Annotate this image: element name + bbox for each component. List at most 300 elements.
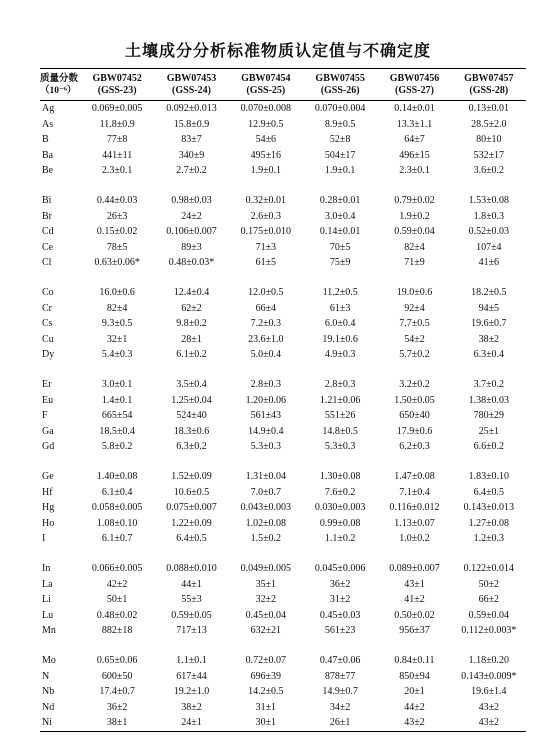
value-cell: 6.2±0.3: [399, 441, 430, 452]
value-cell: 38±2: [181, 701, 202, 713]
table-row: [40, 439, 526, 455]
element-label: Ga: [42, 425, 54, 437]
table-row: [40, 669, 526, 685]
value-cell: 524±40: [176, 410, 207, 421]
value-cell: 34±2: [329, 701, 351, 713]
value-cell: 19.0±0.6: [396, 287, 433, 298]
value-cell: 6.1±0.7: [101, 533, 133, 544]
value-cell: 89±3: [181, 241, 202, 253]
value-cell: 0.44±0.03: [96, 195, 138, 206]
element-label: Ba: [42, 149, 54, 161]
element-label: Ce: [42, 241, 54, 253]
table-row: [40, 561, 526, 577]
value-cell: 495±16: [250, 149, 282, 161]
value-cell: 2.7±0.2: [176, 165, 207, 176]
value-cell: 24±2: [181, 210, 202, 222]
value-cell: 0.175±0.010: [240, 226, 292, 237]
value-cell: 3.6±0.2: [473, 165, 505, 176]
value-cell: 532±17: [473, 149, 505, 161]
value-cell: 18.3±0.6: [173, 425, 210, 437]
value-cell: 1.02±0.08: [245, 517, 287, 529]
value-cell: 696±39: [250, 670, 282, 682]
value-cell: 1.4±0.1: [101, 394, 133, 406]
value-cell: 5.0±0.4: [250, 349, 282, 360]
table-row: [40, 117, 526, 133]
value-cell: 18.5±0.4: [99, 425, 135, 437]
value-cell: 0.79±0.02: [394, 195, 435, 206]
element-label: Lu: [42, 609, 54, 621]
value-cell: 7.7±0.5: [399, 318, 430, 329]
value-cell: 1.30±0.08: [319, 471, 361, 482]
table-body: [40, 101, 526, 732]
value-cell: 0.14±0.01: [394, 103, 435, 114]
unit-label-header: （10⁻⁶）: [40, 85, 80, 101]
value-cell: 0.65±0.06: [96, 655, 138, 666]
element-label: Cu: [42, 333, 54, 345]
value-cell: 340±9: [178, 149, 205, 161]
value-cell: 0.116±0.012: [389, 502, 440, 513]
value-cell: 12.9±0.5: [248, 118, 284, 130]
value-cell: 26±1: [303, 715, 377, 731]
value-cell: 1.27±0.08: [468, 517, 510, 529]
element-label: Cs: [42, 318, 53, 329]
value-cell: 0.075±0.007: [166, 502, 217, 513]
element-label: Bi: [42, 195, 52, 206]
value-cell: 0.089±0.007: [389, 563, 440, 574]
value-cell: 0.45±0.04: [245, 609, 287, 621]
value-cell: 551±26: [324, 410, 356, 421]
element-label: I: [42, 533, 46, 544]
value-cell: 28±1: [181, 333, 202, 345]
column-code: GBW07452: [80, 69, 154, 86]
table-row: [40, 209, 526, 225]
element-label: Cl: [42, 257, 52, 268]
column-code: GBW07457: [452, 69, 526, 86]
element-label: As: [42, 118, 54, 130]
value-cell: 956±37: [399, 625, 430, 636]
value-cell: 1.9±0.1: [250, 165, 282, 176]
value-cell: 31±1: [255, 701, 277, 713]
column-alias: (GSS-26): [303, 85, 377, 101]
value-cell: 11.8±0.9: [99, 118, 135, 130]
value-cell: 0.52±0.03: [468, 226, 510, 237]
table-row: [40, 240, 526, 256]
value-cell: 17.4±0.7: [99, 686, 135, 697]
value-cell: 441±11: [102, 149, 133, 161]
table-row: [40, 377, 526, 393]
table-row: [40, 500, 526, 516]
value-cell: 8.9±0.5: [324, 118, 356, 130]
value-cell: 0.122±0.014: [463, 563, 515, 574]
value-cell: 19.6±0.7: [471, 318, 507, 329]
value-cell: 0.99±0.08: [319, 517, 361, 529]
value-cell: 2.3±0.1: [101, 165, 133, 176]
value-cell: 7.1±0.4: [399, 486, 430, 498]
element-label: B: [42, 134, 49, 145]
value-cell: 12.0±0.5: [248, 287, 284, 298]
value-cell: 665±54: [101, 410, 133, 421]
value-cell: 5.3±0.3: [250, 441, 282, 452]
element-label: In: [42, 563, 51, 574]
value-cell: 650±40: [399, 410, 430, 421]
value-cell: 75±9: [329, 257, 351, 268]
value-cell: 54±6: [255, 134, 277, 145]
value-cell: 0.28±0.01: [319, 195, 361, 206]
value-cell: 42±2: [106, 578, 128, 590]
value-cell: 41±6: [478, 257, 500, 268]
value-cell: 32±1: [106, 333, 128, 345]
element-label: Ge: [42, 471, 54, 482]
value-cell: 561±23: [324, 625, 356, 636]
value-cell: 1.25±0.04: [171, 394, 212, 406]
value-cell: 9.3±0.5: [101, 318, 133, 329]
value-cell: 4.9±0.3: [324, 349, 356, 360]
value-cell: 0.84±0.11: [394, 655, 435, 666]
value-cell: 44±1: [181, 578, 202, 590]
table-row: [40, 163, 526, 179]
value-cell: 50±2: [478, 578, 500, 590]
value-cell: 38±1: [80, 715, 154, 731]
value-cell: 55±3: [181, 594, 202, 605]
column-code: GBW07456: [377, 69, 451, 86]
value-cell: 6.0±0.4: [324, 318, 356, 329]
element-label: Ho: [42, 517, 55, 529]
value-cell: 1.9±0.1: [324, 165, 356, 176]
value-cell: 19.1±0.6: [322, 333, 358, 345]
value-cell: 15.8±0.9: [173, 118, 210, 130]
value-cell: 0.32±0.01: [245, 195, 287, 206]
value-cell: 52±8: [329, 134, 351, 145]
value-cell: 1.5±0.2: [250, 533, 282, 544]
element-label: Gd: [42, 441, 55, 452]
value-cell: 94±5: [478, 302, 500, 314]
value-cell: 1.18±0.20: [468, 655, 510, 666]
value-cell: 6.1±0.4: [101, 486, 133, 498]
value-cell: 14.9±0.7: [322, 686, 358, 697]
table-row: [40, 700, 526, 716]
value-cell: 82±4: [106, 302, 128, 314]
value-cell: 850±94: [399, 670, 430, 682]
element-label: Nd: [42, 701, 55, 713]
table-row: [40, 623, 526, 639]
table-row: [40, 408, 526, 424]
value-cell: 7.0±0.7: [250, 486, 282, 498]
table-row: [40, 316, 526, 332]
value-cell: 5.8±0.2: [101, 441, 133, 452]
value-cell: 504±17: [324, 149, 356, 161]
table-row: [40, 516, 526, 532]
value-cell: 18.2±0.5: [471, 287, 507, 298]
value-cell: 20±1: [404, 686, 425, 697]
value-cell: 11.2±0.5: [322, 287, 358, 298]
value-cell: 36±2: [329, 578, 351, 590]
value-cell: 64±7: [404, 134, 425, 145]
spacer-cell: [40, 363, 526, 378]
value-cell: 1.0±0.2: [399, 533, 430, 544]
value-cell: 24±1: [154, 715, 228, 731]
table-row: [40, 255, 526, 271]
value-cell: 80±10: [476, 134, 502, 145]
value-cell: 66±4: [255, 302, 277, 314]
group-spacer: [40, 179, 526, 194]
column-alias: (GSS-23): [80, 85, 154, 101]
value-cell: 7.2±0.3: [250, 318, 282, 329]
element-label: Mo: [42, 655, 56, 666]
value-cell: 1.53±0.08: [468, 195, 510, 206]
table-row: [40, 715, 526, 731]
value-cell: 5.3±0.3: [324, 441, 356, 452]
spacer-cell: [40, 639, 526, 654]
value-cell: 0.070±0.008: [240, 103, 292, 114]
column-code: GBW07455: [303, 69, 377, 86]
value-cell: 496±15: [399, 149, 430, 161]
table-row: [40, 393, 526, 409]
value-cell: 1.22±0.09: [171, 517, 212, 529]
element-label: Br: [42, 210, 52, 222]
element-label: Be: [42, 165, 54, 176]
value-cell: 61±5: [255, 257, 277, 268]
column-alias: (GSS-24): [154, 85, 228, 101]
value-cell: 14.2±0.5: [248, 686, 284, 697]
element-label: Cd: [42, 226, 54, 237]
value-cell: 1.21±0.06: [319, 394, 361, 406]
value-cell: 78±5: [106, 241, 128, 253]
element-label: La: [42, 578, 53, 590]
value-cell: 0.112±0.003*: [461, 625, 517, 636]
value-cell: 600±50: [101, 670, 133, 682]
value-cell: 28.5±2.0: [471, 118, 507, 130]
value-cell: 26±3: [106, 210, 128, 222]
value-cell: 19.6±1.4: [471, 686, 507, 697]
element-label: Ag: [42, 103, 55, 114]
header-row-aliases: [40, 85, 526, 101]
value-cell: 0.143±0.009*: [461, 670, 517, 682]
value-cell: 12.4±0.4: [173, 287, 210, 298]
value-cell: 0.143±0.013: [463, 502, 515, 513]
value-cell: 43±1: [404, 578, 425, 590]
value-cell: 6.3±0.2: [176, 441, 207, 452]
value-cell: 10.6±0.5: [173, 486, 210, 498]
table-row: [40, 531, 526, 547]
group-spacer: [40, 271, 526, 286]
value-cell: 1.20±0.06: [245, 394, 287, 406]
value-cell: 71±3: [255, 241, 277, 253]
value-cell: 0.106±0.007: [166, 226, 217, 237]
value-cell: 16.0±0.6: [99, 287, 135, 298]
value-cell: 1.8±0.3: [473, 210, 505, 222]
element-label: Dy: [42, 349, 55, 360]
element-label: Mn: [42, 625, 56, 636]
value-cell: 3.2±0.2: [399, 379, 430, 390]
value-cell: 0.15±0.02: [96, 226, 138, 237]
page-title: 土壤成分分析标准物质认定值与不确定度: [124, 41, 431, 60]
table-row: [40, 301, 526, 317]
value-cell: 6.4±0.5: [473, 486, 505, 498]
value-cell: 632±21: [250, 625, 282, 636]
value-cell: 70±5: [329, 241, 351, 253]
value-cell: 1.40±0.08: [96, 471, 138, 482]
value-cell: 30±1: [229, 715, 303, 731]
value-cell: 0.058±0.005: [91, 502, 143, 513]
value-cell: 717±13: [176, 625, 207, 636]
value-cell: 25±1: [478, 425, 500, 437]
value-cell: 1.31±0.04: [245, 471, 287, 482]
value-cell: 0.72±0.07: [245, 655, 287, 666]
table-row: [40, 577, 526, 593]
table-row: [40, 148, 526, 164]
value-cell: 1.1±0.1: [176, 655, 207, 666]
value-cell: 0.066±0.005: [91, 563, 143, 574]
value-cell: 1.50±0.05: [394, 394, 435, 406]
value-cell: 43±2: [452, 715, 526, 731]
value-cell: 23.6±1.0: [248, 333, 284, 345]
value-cell: 9.8±0.2: [176, 318, 207, 329]
value-cell: 82±4: [404, 241, 425, 253]
value-cell: 561±43: [250, 410, 282, 421]
value-cell: 71±9: [404, 257, 425, 268]
value-cell: 0.59±0.04: [394, 226, 435, 237]
value-cell: 1.2±0.3: [473, 533, 505, 544]
value-cell: 1.9±0.2: [399, 210, 430, 222]
value-cell: 780±29: [473, 410, 505, 421]
value-cell: 5.7±0.2: [399, 349, 430, 360]
table-row: [40, 101, 526, 117]
element-label: Ni: [40, 715, 80, 731]
table-row: [40, 608, 526, 624]
value-cell: 0.14±0.01: [319, 226, 361, 237]
element-label: Li: [42, 594, 51, 605]
spacer-cell: [40, 455, 526, 470]
value-cell: 62±2: [181, 302, 202, 314]
group-spacer: [40, 363, 526, 378]
value-cell: 3.0±0.4: [324, 210, 356, 222]
value-cell: 77±8: [106, 134, 128, 145]
value-cell: 0.50±0.02: [394, 609, 435, 621]
table-row: [40, 424, 526, 440]
value-cell: 0.48±0.02: [96, 609, 138, 621]
table-row: [40, 224, 526, 240]
value-cell: 0.088±0.010: [166, 563, 217, 574]
value-cell: 0.63±0.06*: [94, 257, 140, 268]
spacer-cell: [40, 179, 526, 194]
value-cell: 3.0±0.1: [101, 379, 133, 390]
value-cell: 36±2: [106, 701, 128, 713]
table-row: [40, 193, 526, 209]
header-row-codes: [40, 69, 526, 86]
value-cell: 1.38±0.03: [468, 394, 510, 406]
value-cell: 0.030±0.003: [314, 502, 366, 513]
spacer-cell: [40, 271, 526, 286]
value-cell: 38±2: [478, 333, 500, 345]
value-cell: 7.6±0.2: [324, 486, 356, 498]
table-row: [40, 132, 526, 148]
value-cell: 83±7: [181, 134, 202, 145]
value-cell: 1.52±0.09: [171, 471, 212, 482]
element-label: N: [42, 670, 50, 682]
value-cell: 1.83±0.10: [468, 471, 510, 482]
element-label: Hg: [42, 502, 55, 513]
value-cell: 3.7±0.2: [473, 379, 505, 390]
table-row: [40, 592, 526, 608]
value-cell: 0.045±0.006: [314, 563, 366, 574]
value-cell: 6.3±0.4: [473, 349, 505, 360]
group-spacer: [40, 547, 526, 562]
value-cell: 14.9±0.4: [248, 425, 284, 437]
value-cell: 878±77: [324, 670, 356, 682]
value-cell: 0.13±0.01: [468, 103, 510, 114]
value-cell: 6.1±0.2: [176, 349, 207, 360]
value-cell: 32±2: [255, 594, 277, 605]
value-cell: 1.1±0.2: [324, 533, 356, 544]
value-cell: 41±2: [404, 594, 425, 605]
column-alias: (GSS-28): [452, 85, 526, 101]
row-label-header: 质量分数: [40, 69, 80, 86]
value-cell: 54±2: [404, 333, 425, 345]
value-cell: 35±1: [255, 578, 277, 590]
value-cell: 2.8±0.3: [250, 379, 282, 390]
value-cell: 3.5±0.4: [176, 379, 207, 390]
value-cell: 1.08±0.10: [96, 517, 138, 529]
value-cell: 2.8±0.3: [324, 379, 356, 390]
value-cell: 6.4±0.5: [176, 533, 207, 544]
value-cell: 14.8±0.5: [322, 425, 358, 437]
value-cell: 0.070±0.004: [314, 103, 366, 114]
group-spacer: [40, 455, 526, 470]
element-label: Hf: [42, 486, 53, 498]
value-cell: 43±2: [478, 701, 500, 713]
value-cell: 0.092±0.013: [166, 103, 217, 114]
value-cell: 0.043±0.003: [240, 502, 292, 513]
value-cell: 107±4: [476, 241, 502, 253]
value-cell: 31±2: [329, 594, 351, 605]
value-cell: 882±18: [101, 625, 133, 636]
column-alias: (GSS-25): [229, 85, 303, 101]
value-cell: 0.069±0.005: [91, 103, 143, 114]
value-cell: 617±44: [176, 670, 207, 682]
value-cell: 19.2±1.0: [173, 686, 210, 697]
value-cell: 2.6±0.3: [250, 210, 282, 222]
value-cell: 0.98±0.03: [171, 195, 212, 206]
value-cell: 43±2: [377, 715, 451, 731]
value-cell: 50±1: [106, 594, 128, 605]
value-cell: 1.47±0.08: [394, 471, 435, 482]
value-cell: 0.59±0.04: [468, 609, 510, 621]
element-label: Eu: [42, 394, 54, 406]
value-cell: 61±3: [329, 302, 351, 314]
value-cell: 1.13±0.07: [394, 517, 435, 529]
element-label: Er: [42, 379, 52, 390]
column-code: GBW07454: [229, 69, 303, 86]
table-row: [40, 347, 526, 363]
element-label: Cr: [42, 302, 52, 314]
element-label: Nb: [42, 686, 55, 697]
value-cell: 17.9±0.6: [396, 425, 433, 437]
column-alias: (GSS-27): [377, 85, 451, 101]
value-cell: 0.59±0.05: [171, 609, 212, 621]
element-label: Co: [42, 287, 54, 298]
element-label: F: [42, 410, 48, 421]
value-cell: 92±4: [404, 302, 425, 314]
value-cell: 0.48±0.03*: [168, 257, 215, 268]
table-row: [40, 285, 526, 301]
column-code: GBW07453: [154, 69, 228, 86]
value-cell: 5.4±0.3: [101, 349, 133, 360]
value-cell: 2.3±0.1: [399, 165, 430, 176]
table-row: [40, 653, 526, 669]
table-row: [40, 485, 526, 501]
value-cell: 0.049±0.005: [240, 563, 292, 574]
table-row: [40, 469, 526, 485]
